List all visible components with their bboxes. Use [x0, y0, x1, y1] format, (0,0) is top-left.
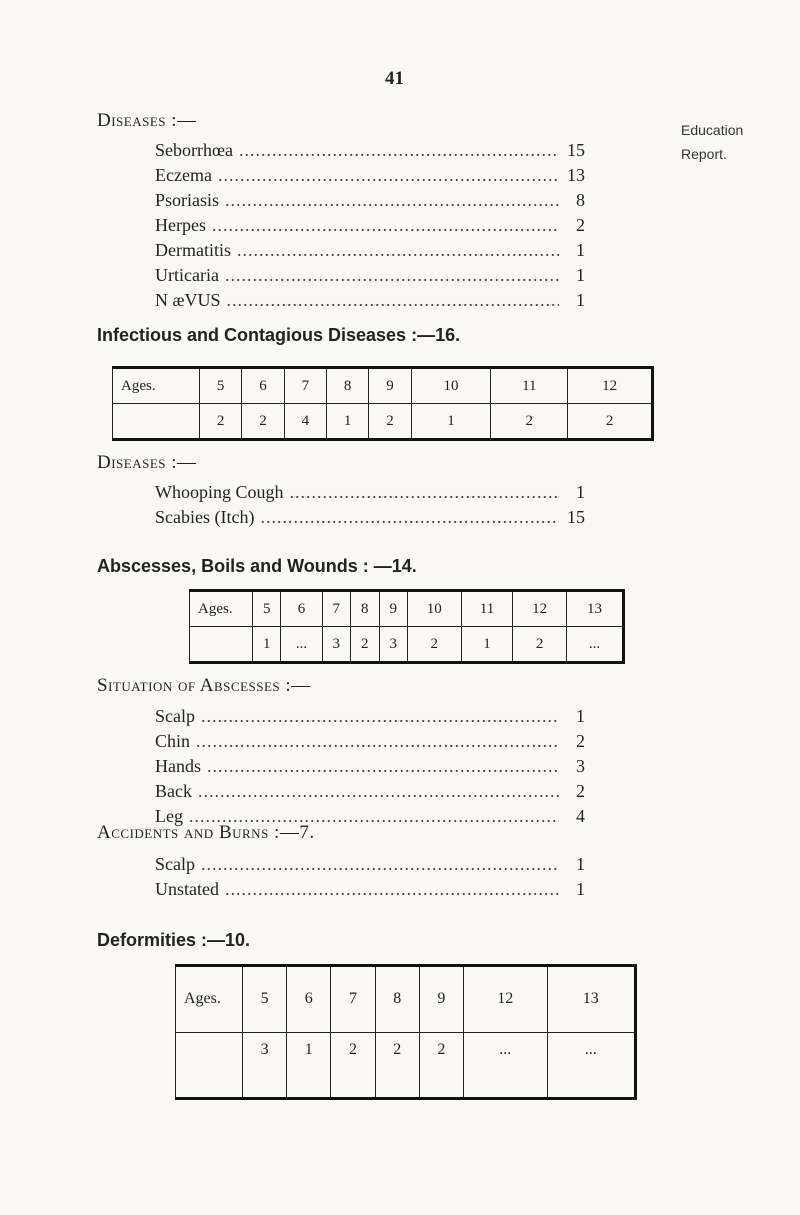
count-cell: 2: [369, 404, 411, 440]
count-cell: 2: [242, 404, 284, 440]
age-cell: 12: [513, 591, 567, 627]
table-row: [113, 368, 653, 404]
deformities-age-table: [175, 964, 637, 1100]
empty-cell: [190, 627, 253, 663]
table-row: [190, 591, 624, 627]
count-cell: 2: [513, 627, 567, 663]
ages-label: Ages.: [176, 966, 243, 1033]
list-item: Psoriasis ..... 8: [155, 190, 585, 215]
list-item: Scabies (Itch) ..... 15: [155, 507, 585, 532]
infectious-heading: Infectious and Contagious Diseases :—16.: [97, 325, 461, 345]
age-cell: 11: [461, 591, 513, 627]
count-cell: 2: [491, 404, 568, 440]
abscesses-age-table: [189, 589, 625, 664]
age-cell: 11: [491, 368, 568, 404]
count-cell: 2: [351, 627, 379, 663]
count-cell: 2: [200, 404, 242, 440]
page-number: 41: [385, 68, 404, 89]
age-cell: 5: [253, 591, 281, 627]
count-cell: 1: [287, 1032, 331, 1099]
count-cell: 2: [568, 404, 653, 440]
list-item: Urticaria ..... 1: [155, 265, 585, 290]
list-item: Scalp ..... 1: [155, 706, 585, 731]
age-cell: 5: [243, 966, 287, 1033]
age-cell: 13: [547, 966, 635, 1033]
age-cell: 6: [287, 966, 331, 1033]
count-cell: 2: [407, 627, 461, 663]
age-cell: 6: [242, 368, 284, 404]
situation-heading: Situation of Abscesses :—: [97, 675, 311, 696]
infectious-age-table: [112, 366, 654, 441]
list-item: Seborrhœa ..... 15: [155, 140, 585, 165]
age-cell: 7: [331, 966, 375, 1033]
count-cell: 2: [331, 1032, 375, 1099]
count-cell: 2: [419, 1032, 463, 1099]
situation-list: [155, 706, 585, 831]
age-cell: 6: [281, 591, 322, 627]
age-cell: 12: [464, 966, 548, 1033]
margin-note: [681, 118, 743, 166]
list-item: Scalp ..... 1: [155, 854, 585, 879]
list-item: Herpes ..... 2: [155, 215, 585, 240]
margin-note-line-2: Report.: [681, 146, 727, 162]
deformities-heading: Deformities :—10.: [97, 930, 251, 950]
list-item: Chin ..... 2: [155, 731, 585, 756]
table-row: [176, 966, 636, 1033]
table-row: [176, 1032, 636, 1099]
count-cell: 1: [326, 404, 368, 440]
age-cell: 8: [375, 966, 419, 1033]
list-item: Eczema ..... 13: [155, 165, 585, 190]
ages-label: Ages.: [113, 368, 200, 404]
empty-cell: [176, 1032, 243, 1099]
age-cell: 9: [379, 591, 407, 627]
accidents-list: [155, 854, 585, 904]
count-cell: ...: [547, 1032, 635, 1099]
age-cell: 9: [369, 368, 411, 404]
list-item: Back ..... 2: [155, 781, 585, 806]
margin-note-line-1: Education: [681, 122, 744, 138]
age-cell: 7: [322, 591, 350, 627]
list-item: Unstated ..... 1: [155, 879, 585, 904]
count-cell: 1: [411, 404, 491, 440]
list-item: Leg ..... 4: [155, 806, 585, 831]
table-row: [113, 404, 653, 440]
abscesses-heading: Abscesses, Boils and Wounds : —14.: [97, 556, 417, 576]
list-item: Dermatitis ..... 1: [155, 240, 585, 265]
diseases2-heading: Diseases :—: [97, 452, 197, 473]
age-cell: 10: [407, 591, 461, 627]
list-item: N æVUS ..... 1: [155, 290, 585, 315]
list-item: Hands ..... 3: [155, 756, 585, 781]
list-item: Whooping Cough ..... 1: [155, 482, 585, 507]
diseases-heading: Diseases :—: [97, 110, 197, 131]
count-cell: 2: [375, 1032, 419, 1099]
count-cell: ...: [464, 1032, 548, 1099]
count-cell: 1: [461, 627, 513, 663]
diseases-list: [155, 140, 585, 315]
accidents-heading: Accidents and Burns :—7.: [97, 822, 315, 843]
age-cell: 13: [566, 591, 623, 627]
age-cell: 8: [326, 368, 368, 404]
count-cell: ...: [281, 627, 322, 663]
age-cell: 12: [568, 368, 653, 404]
count-cell: 3: [243, 1032, 287, 1099]
count-cell: ...: [566, 627, 623, 663]
diseases2-list: [155, 482, 585, 532]
count-cell: 4: [284, 404, 326, 440]
age-cell: 9: [419, 966, 463, 1033]
table-row: [190, 627, 624, 663]
age-cell: 8: [351, 591, 379, 627]
age-cell: 10: [411, 368, 491, 404]
age-cell: 5: [200, 368, 242, 404]
age-cell: 7: [284, 368, 326, 404]
count-cell: 3: [379, 627, 407, 663]
ages-label: Ages.: [190, 591, 253, 627]
count-cell: 1: [253, 627, 281, 663]
empty-cell: [113, 404, 200, 440]
count-cell: 3: [322, 627, 350, 663]
